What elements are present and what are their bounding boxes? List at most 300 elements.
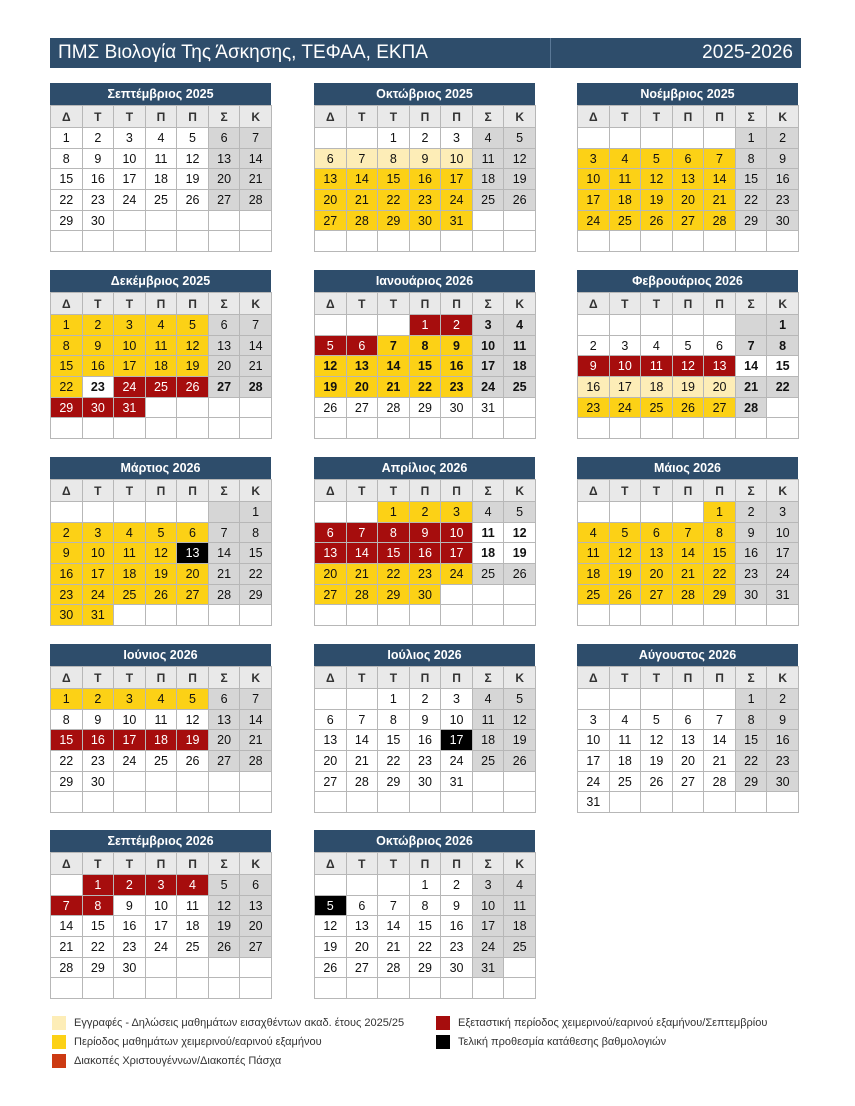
day-cell: 14 — [240, 709, 272, 730]
day-cell: 7 — [346, 148, 378, 169]
month-title: Αύγουστος 2026 — [577, 644, 798, 666]
empty-cell — [315, 978, 347, 999]
month-title: Ιούλιος 2026 — [314, 644, 535, 666]
day-cell: 1 — [378, 689, 410, 710]
weekday-header: Τ — [82, 667, 114, 689]
weekday-header: Π — [177, 293, 209, 315]
day-cell: 3 — [609, 335, 641, 356]
empty-cell — [315, 128, 347, 149]
empty-cell — [504, 210, 536, 231]
day-cell: 10 — [82, 543, 114, 564]
day-cell: 12 — [641, 169, 673, 190]
day-cell: 31 — [472, 397, 504, 418]
day-cell: 27 — [208, 190, 240, 211]
day-cell: 24 — [578, 210, 610, 231]
day-cell: 23 — [767, 751, 799, 772]
day-cell: 22 — [51, 377, 83, 398]
day-cell: 16 — [409, 169, 441, 190]
day-cell: 26 — [177, 751, 209, 772]
day-cell: 27 — [208, 377, 240, 398]
day-cell: 14 — [208, 543, 240, 564]
day-cell: 28 — [240, 751, 272, 772]
day-cell: 3 — [472, 875, 504, 896]
day-cell: 3 — [441, 502, 473, 523]
day-cell: 2 — [51, 522, 83, 543]
day-cell: 6 — [672, 709, 704, 730]
day-cell: 12 — [504, 522, 536, 543]
weekday-header: Τ — [346, 853, 378, 875]
day-cell: 30 — [82, 210, 114, 231]
empty-cell — [409, 978, 441, 999]
empty-cell — [51, 875, 83, 896]
day-cell: 21 — [735, 377, 767, 398]
day-cell: 27 — [315, 210, 347, 231]
empty-cell — [315, 689, 347, 710]
legend-label: Εξεταστική περίοδος χειμερινού/εαρινού εξαμήνου/Σεπτεμβρίου — [458, 1017, 768, 1029]
weekday-header: Σ — [208, 480, 240, 502]
day-cell: 13 — [704, 356, 736, 377]
day-cell: 2 — [409, 128, 441, 149]
empty-cell — [641, 689, 673, 710]
empty-cell — [346, 875, 378, 896]
empty-cell — [177, 418, 209, 439]
day-cell: 14 — [240, 148, 272, 169]
month-calendar — [577, 644, 798, 813]
empty-cell — [114, 502, 146, 523]
day-cell: 21 — [240, 169, 272, 190]
day-cell: 26 — [641, 210, 673, 231]
day-cell: 2 — [735, 502, 767, 523]
empty-cell — [441, 978, 473, 999]
empty-cell — [315, 792, 347, 813]
day-cell: 6 — [704, 335, 736, 356]
day-cell: 26 — [504, 751, 536, 772]
day-cell: 3 — [82, 522, 114, 543]
weekday-header: Κ — [767, 293, 799, 315]
weekday-header: Τ — [609, 293, 641, 315]
empty-cell — [641, 231, 673, 252]
day-cell: 6 — [177, 522, 209, 543]
empty-cell — [240, 605, 272, 626]
empty-cell — [578, 502, 610, 523]
day-cell: 7 — [51, 895, 83, 916]
day-cell: 23 — [82, 377, 114, 398]
day-cell: 24 — [578, 771, 610, 792]
day-cell: 5 — [504, 502, 536, 523]
empty-cell — [578, 418, 610, 439]
empty-cell — [672, 605, 704, 626]
day-cell: 15 — [51, 356, 83, 377]
weekday-header: Δ — [51, 480, 83, 502]
day-cell: 30 — [441, 957, 473, 978]
day-cell: 21 — [240, 730, 272, 751]
empty-cell — [145, 231, 177, 252]
weekday-header: Π — [672, 293, 704, 315]
month-title: Μάρτιος 2026 — [50, 457, 271, 479]
weekday-header: Π — [441, 106, 473, 128]
day-cell: 23 — [82, 751, 114, 772]
weekday-header: Τ — [114, 667, 146, 689]
day-cell: 9 — [735, 522, 767, 543]
empty-cell — [51, 418, 83, 439]
day-cell: 8 — [409, 335, 441, 356]
day-cell: 20 — [315, 564, 347, 585]
day-cell: 24 — [114, 190, 146, 211]
empty-cell — [704, 689, 736, 710]
weekday-header: Κ — [240, 106, 272, 128]
day-cell: 18 — [472, 169, 504, 190]
weekday-header: Π — [704, 667, 736, 689]
weekday-header: Π — [409, 480, 441, 502]
empty-cell — [208, 957, 240, 978]
day-cell: 4 — [472, 689, 504, 710]
day-cell: 29 — [51, 397, 83, 418]
day-cell: 28 — [208, 584, 240, 605]
day-cell: 27 — [641, 584, 673, 605]
day-cell: 30 — [409, 584, 441, 605]
day-cell: 9 — [409, 709, 441, 730]
weekday-header: Κ — [240, 293, 272, 315]
day-cell: 26 — [504, 190, 536, 211]
day-cell: 25 — [609, 210, 641, 231]
day-cell: 7 — [240, 128, 272, 149]
day-cell: 12 — [145, 543, 177, 564]
day-cell: 17 — [441, 169, 473, 190]
day-cell: 10 — [114, 148, 146, 169]
day-cell: 12 — [315, 356, 347, 377]
weekday-header: Π — [441, 480, 473, 502]
day-cell: 16 — [441, 916, 473, 937]
day-cell: 29 — [735, 771, 767, 792]
weekday-header: Π — [145, 480, 177, 502]
day-cell: 5 — [504, 689, 536, 710]
weekday-header: Τ — [346, 480, 378, 502]
empty-cell — [704, 231, 736, 252]
weekday-header: Κ — [240, 667, 272, 689]
empty-cell — [114, 605, 146, 626]
day-cell: 15 — [378, 543, 410, 564]
empty-cell — [609, 605, 641, 626]
empty-cell — [472, 771, 504, 792]
empty-cell — [472, 210, 504, 231]
day-cell: 29 — [240, 584, 272, 605]
day-cell: 12 — [641, 730, 673, 751]
day-cell: 17 — [82, 564, 114, 585]
day-cell: 24 — [82, 584, 114, 605]
day-cell: 22 — [767, 377, 799, 398]
month-grid — [577, 479, 799, 626]
day-cell: 16 — [409, 730, 441, 751]
empty-cell — [240, 231, 272, 252]
empty-cell — [51, 502, 83, 523]
day-cell: 13 — [346, 356, 378, 377]
legend-swatch — [52, 1035, 66, 1049]
day-cell: 25 — [145, 190, 177, 211]
empty-cell — [145, 978, 177, 999]
day-cell: 6 — [346, 895, 378, 916]
empty-cell — [578, 231, 610, 252]
day-cell: 6 — [315, 148, 347, 169]
day-cell: 11 — [578, 543, 610, 564]
day-cell: 26 — [504, 564, 536, 585]
day-cell: 13 — [672, 169, 704, 190]
day-cell: 8 — [51, 335, 83, 356]
day-cell: 26 — [208, 937, 240, 958]
day-cell: 3 — [114, 128, 146, 149]
day-cell: 30 — [767, 210, 799, 231]
weekday-header: Σ — [208, 106, 240, 128]
day-cell: 9 — [409, 148, 441, 169]
day-cell: 11 — [177, 895, 209, 916]
day-cell: 22 — [735, 751, 767, 772]
weekday-header: Κ — [504, 480, 536, 502]
empty-cell — [346, 689, 378, 710]
empty-cell — [208, 771, 240, 792]
day-cell: 3 — [578, 709, 610, 730]
empty-cell — [145, 418, 177, 439]
day-cell: 19 — [177, 730, 209, 751]
weekday-header: Τ — [378, 293, 410, 315]
day-cell: 13 — [315, 169, 347, 190]
empty-cell — [609, 418, 641, 439]
empty-cell — [504, 397, 536, 418]
day-cell: 20 — [641, 564, 673, 585]
day-cell: 28 — [704, 771, 736, 792]
weekday-header: Τ — [641, 293, 673, 315]
day-cell: 7 — [208, 522, 240, 543]
day-cell: 15 — [704, 543, 736, 564]
day-cell: 4 — [145, 315, 177, 336]
day-cell: 30 — [82, 397, 114, 418]
day-cell: 25 — [504, 377, 536, 398]
day-cell: 21 — [346, 564, 378, 585]
header-divider — [550, 38, 551, 68]
day-cell: 2 — [82, 128, 114, 149]
day-cell: 24 — [441, 751, 473, 772]
empty-cell — [177, 502, 209, 523]
weekday-header: Σ — [472, 106, 504, 128]
day-cell: 11 — [504, 335, 536, 356]
day-cell: 1 — [51, 128, 83, 149]
weekday-header: Κ — [240, 853, 272, 875]
day-cell: 3 — [145, 875, 177, 896]
day-cell: 14 — [735, 356, 767, 377]
day-cell: 8 — [51, 709, 83, 730]
empty-cell — [378, 875, 410, 896]
day-cell: 8 — [409, 895, 441, 916]
weekday-header: Π — [177, 667, 209, 689]
weekday-header: Δ — [315, 853, 347, 875]
day-cell: 21 — [672, 564, 704, 585]
weekday-header: Δ — [51, 293, 83, 315]
day-cell: 1 — [378, 502, 410, 523]
day-cell: 6 — [315, 522, 347, 543]
day-cell: 8 — [82, 895, 114, 916]
empty-cell — [208, 418, 240, 439]
day-cell: 8 — [378, 709, 410, 730]
empty-cell — [441, 792, 473, 813]
empty-cell — [82, 792, 114, 813]
day-cell: 9 — [114, 895, 146, 916]
empty-cell — [767, 397, 799, 418]
day-cell: 4 — [641, 335, 673, 356]
month-calendar — [50, 830, 271, 999]
day-cell: 14 — [240, 335, 272, 356]
day-cell: 1 — [735, 128, 767, 149]
empty-cell — [240, 792, 272, 813]
month-grid — [50, 479, 272, 626]
empty-cell — [609, 315, 641, 336]
empty-cell — [641, 315, 673, 336]
day-cell: 10 — [114, 335, 146, 356]
empty-cell — [472, 584, 504, 605]
day-cell: 29 — [735, 210, 767, 231]
day-cell: 4 — [145, 689, 177, 710]
day-cell: 20 — [240, 916, 272, 937]
weekday-header: Τ — [82, 106, 114, 128]
day-cell: 17 — [441, 543, 473, 564]
weekday-header: Τ — [609, 480, 641, 502]
day-cell: 22 — [409, 377, 441, 398]
day-cell: 22 — [82, 937, 114, 958]
empty-cell — [378, 231, 410, 252]
day-cell: 25 — [472, 564, 504, 585]
day-cell: 19 — [315, 377, 347, 398]
day-cell: 26 — [177, 377, 209, 398]
day-cell: 18 — [504, 916, 536, 937]
day-cell: 11 — [114, 543, 146, 564]
weekday-header: Π — [145, 293, 177, 315]
month-title: Σεπτέμβριος 2026 — [50, 830, 271, 852]
day-cell: 12 — [315, 916, 347, 937]
legend-swatch — [436, 1016, 450, 1030]
empty-cell — [672, 315, 704, 336]
day-cell: 19 — [641, 751, 673, 772]
empty-cell — [240, 771, 272, 792]
day-cell: 1 — [735, 689, 767, 710]
day-cell: 20 — [315, 751, 347, 772]
day-cell: 7 — [346, 522, 378, 543]
day-cell: 11 — [641, 356, 673, 377]
day-cell: 25 — [145, 751, 177, 772]
day-cell: 27 — [346, 397, 378, 418]
day-cell: 29 — [704, 584, 736, 605]
month-grid — [50, 666, 272, 813]
day-cell: 19 — [145, 564, 177, 585]
empty-cell — [177, 231, 209, 252]
weekday-header: Π — [177, 853, 209, 875]
weekday-header: Κ — [504, 106, 536, 128]
weekday-header: Π — [409, 853, 441, 875]
day-cell: 18 — [609, 190, 641, 211]
weekday-header: Τ — [346, 667, 378, 689]
day-cell: 13 — [315, 730, 347, 751]
day-cell: 23 — [82, 190, 114, 211]
day-cell: 4 — [504, 315, 536, 336]
day-cell: 1 — [767, 315, 799, 336]
day-cell: 24 — [767, 564, 799, 585]
day-cell: 29 — [378, 771, 410, 792]
day-cell: 30 — [409, 210, 441, 231]
empty-cell — [51, 978, 83, 999]
day-cell: 2 — [767, 128, 799, 149]
day-cell: 1 — [704, 502, 736, 523]
month-title: Νοέμβριος 2025 — [577, 83, 798, 105]
day-cell: 22 — [704, 564, 736, 585]
weekday-header: Σ — [472, 667, 504, 689]
day-cell: 1 — [378, 128, 410, 149]
day-cell: 30 — [735, 584, 767, 605]
weekday-header: Π — [672, 480, 704, 502]
empty-cell — [82, 418, 114, 439]
day-cell: 14 — [672, 543, 704, 564]
day-cell: 27 — [208, 751, 240, 772]
day-cell: 9 — [51, 543, 83, 564]
legend-swatch — [52, 1054, 66, 1068]
day-cell: 9 — [82, 335, 114, 356]
day-cell: 21 — [51, 937, 83, 958]
day-cell: 15 — [82, 916, 114, 937]
day-cell: 16 — [82, 730, 114, 751]
weekday-header: Π — [672, 106, 704, 128]
day-cell: 7 — [704, 709, 736, 730]
day-cell: 30 — [51, 605, 83, 626]
day-cell: 1 — [51, 315, 83, 336]
empty-cell — [378, 605, 410, 626]
day-cell: 26 — [315, 397, 347, 418]
day-cell: 12 — [177, 335, 209, 356]
day-cell: 13 — [208, 148, 240, 169]
day-cell: 31 — [82, 605, 114, 626]
empty-cell — [409, 418, 441, 439]
day-cell: 31 — [441, 771, 473, 792]
empty-cell — [177, 397, 209, 418]
empty-cell — [767, 605, 799, 626]
month-title: Ιούνιος 2026 — [50, 644, 271, 666]
empty-cell — [51, 231, 83, 252]
day-cell: 13 — [208, 709, 240, 730]
day-cell: 19 — [208, 916, 240, 937]
weekday-header: Π — [145, 106, 177, 128]
day-cell: 4 — [609, 148, 641, 169]
day-cell: 25 — [114, 584, 146, 605]
weekday-header: Δ — [315, 293, 347, 315]
day-cell: 14 — [346, 730, 378, 751]
day-cell: 18 — [472, 730, 504, 751]
day-cell: 16 — [578, 377, 610, 398]
day-cell: 21 — [378, 377, 410, 398]
day-cell: 20 — [704, 377, 736, 398]
day-cell: 8 — [378, 522, 410, 543]
weekday-header: Δ — [51, 667, 83, 689]
weekday-header: Τ — [114, 106, 146, 128]
empty-cell — [240, 210, 272, 231]
month-title: Ιανουάριος 2026 — [314, 270, 535, 292]
day-cell: 30 — [114, 957, 146, 978]
day-cell: 4 — [609, 709, 641, 730]
day-cell: 19 — [177, 356, 209, 377]
day-cell: 23 — [51, 584, 83, 605]
empty-cell — [578, 605, 610, 626]
day-cell: 7 — [378, 895, 410, 916]
empty-cell — [346, 418, 378, 439]
weekday-header: Τ — [378, 106, 410, 128]
empty-cell — [114, 418, 146, 439]
month-title: Οκτώβριος 2025 — [314, 83, 535, 105]
day-cell: 15 — [767, 356, 799, 377]
day-cell: 11 — [609, 169, 641, 190]
weekday-header: Κ — [240, 480, 272, 502]
